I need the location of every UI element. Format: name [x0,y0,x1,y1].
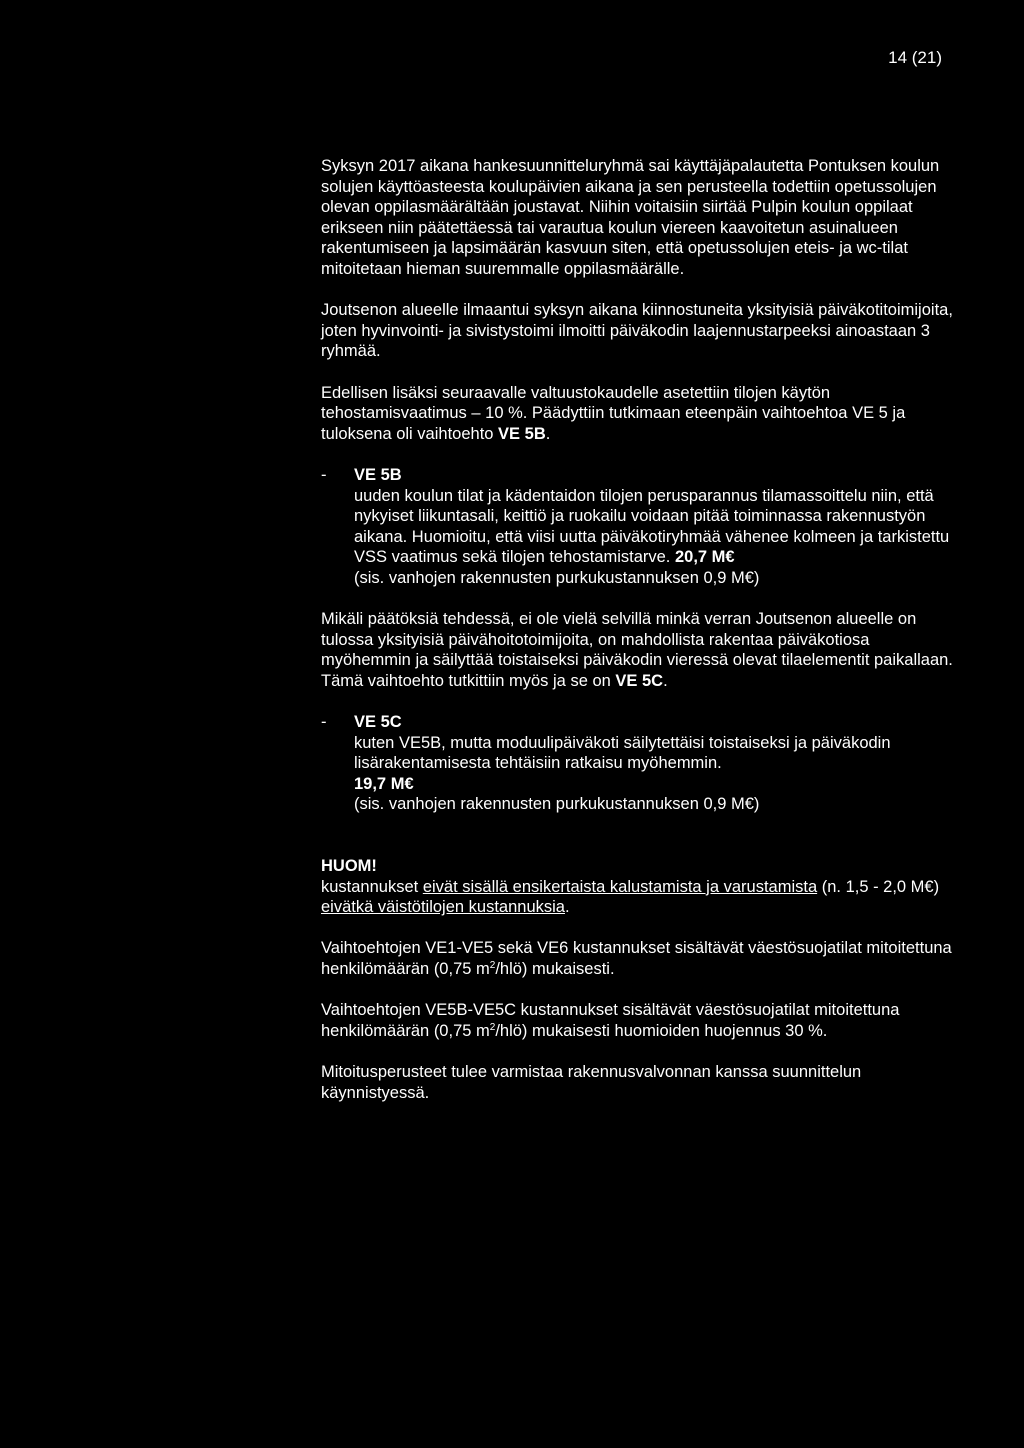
bullet-ve5b-cost: 20,7 M€ [674,548,735,567]
paragraph-design-basis: Mitoitusperusteet tulee varmistaa rakennusvalvonnan kanssa suunnittelun käynnistyessä. [321,1062,862,1102]
option-ve5c-ref: VE 5C [615,671,664,690]
paragraph-private-providers: Mikäli päätöksiä tehdessä, ei ole vielä selvillä minkä verran Joutsenon alueelle on tulossa yksityisiä päivähoitotoimijoita, on mahdollista rakentaa päiväkotiosa myöhemmin ja säilyttää toistaiseksi päiväkodin vieressä olevat tilaelementit paikallaan. Tämä vaihtoehto tutkittiin myös ja se on VE 5C. [321,610,953,690]
bullet-dash: - [321,465,327,484]
bullet-ve5b-note: (sis. vanhojen rakennusten purkukustannuksen 0,9 M€) [354,568,760,587]
huom-title: HUOM! [321,857,377,875]
paragraph-shelter-ve5b-ve5c: Vaihtoehtojen VE5B-VE5C kustannukset sisältävät väestösuojatilat mitoitettuna henkilömäärän (0,75 $m^2/hlö$) mukaisesti huomioiden huojennus 30 %. [321,1001,900,1040]
bullet-ve5c-cost: 19,7 M€ [354,774,414,793]
bullet-ve5c-title: VE 5C [354,713,402,732]
paragraph-shelter-ve1-ve6: Vaihtoehtojen VE1-VE5 sekä VE6 kustannukset sisältävät väestösuojatilat mitoitettuna henkilömäärän (0,75 $m^2/hlö$) mukaisesti. [321,939,952,978]
bullet-ve5b-text: uuden koulun tilat ja kädentaidon tilojen perusparannus tilamassoittelu niin, että nykyiset liikuntasali, keittiö ja ruokailu voidaan pitää toiminnassa rakennustyön aikana. Huomioitu, että viisi uutta päiväkotiryhmää vähenee kolmeen ja tarkistettu VSS vaatimus sekä tilojen tehostamistarve. 20,7 M€ [354,486,950,567]
bullet-dash: - [321,713,327,732]
paragraph-user-feedback: Syksyn 2017 aikana hankesuunnitteluryhmä sai käyttäjäpalautetta Pontuksen koulun solujen käyttöasteesta koulupäivien aikana ja sen perusteella todettiin opetussolujen olevan oppilasmäärältään joustavat. Niihin voitaisiin siirtää Pulpin koulun oppilaat erikseen niin päätettäessä tai varautua koulun viereen kaavoitetun asuinalueen rakentumiseen ja lapsimäärän kasvuun siten, että opetussolujen eteis- ja wc-tilat mitoitetaan hieman suuremmalle oppilasmäärälle. [321,157,940,278]
huom-text: kustannukset eivät sisällä ensikertaista kalustamista ja varustamista (n. 1,5 - 2,0 M€) eivätkä väistötilojen kustannuksia. [321,877,940,917]
bullet-ve5b-title: VE 5B [354,465,402,484]
bullet-ve5b [321,465,961,589]
paragraph-efficiency-requirement: Edellisen lisäksi seuraavalle valtuustokaudelle asetettiin tilojen käytön tehostamisvaatimus – 10 %. Päädyttiin tutkimaan eteenpäin vaihtoehtoa VE 5 ja tuloksena oli vaihtoehto VE 5B. [321,383,906,443]
bullet-ve5c-note: (sis. vanhojen rakennusten purkukustannuksen 0,9 M€) [354,795,760,814]
document-body [321,156,961,1124]
huom-note [321,856,961,918]
paragraph-daycare-operators: Joutsenon alueelle ilmaantui syksyn aikana kiinnostuneita yksityisiä päiväkotitoimijoita, joten hyvinvointi- ja sivistystoimi ilmoitti päiväkodin laajennustarpeeksi ainoastaan 3 ryhmää. [321,301,953,361]
page-number: 14 (21) [888,48,942,67]
option-ve5b-ref: VE 5B [498,424,546,443]
bullet-ve5c [321,712,961,815]
bullet-ve5c-text: kuten VE5B, mutta moduulipäiväkoti säilytettäisi toistaiseksi ja päiväkodin lisärakentamisesta tehtäisiin ratkaisu myöhemmin. [354,733,891,773]
